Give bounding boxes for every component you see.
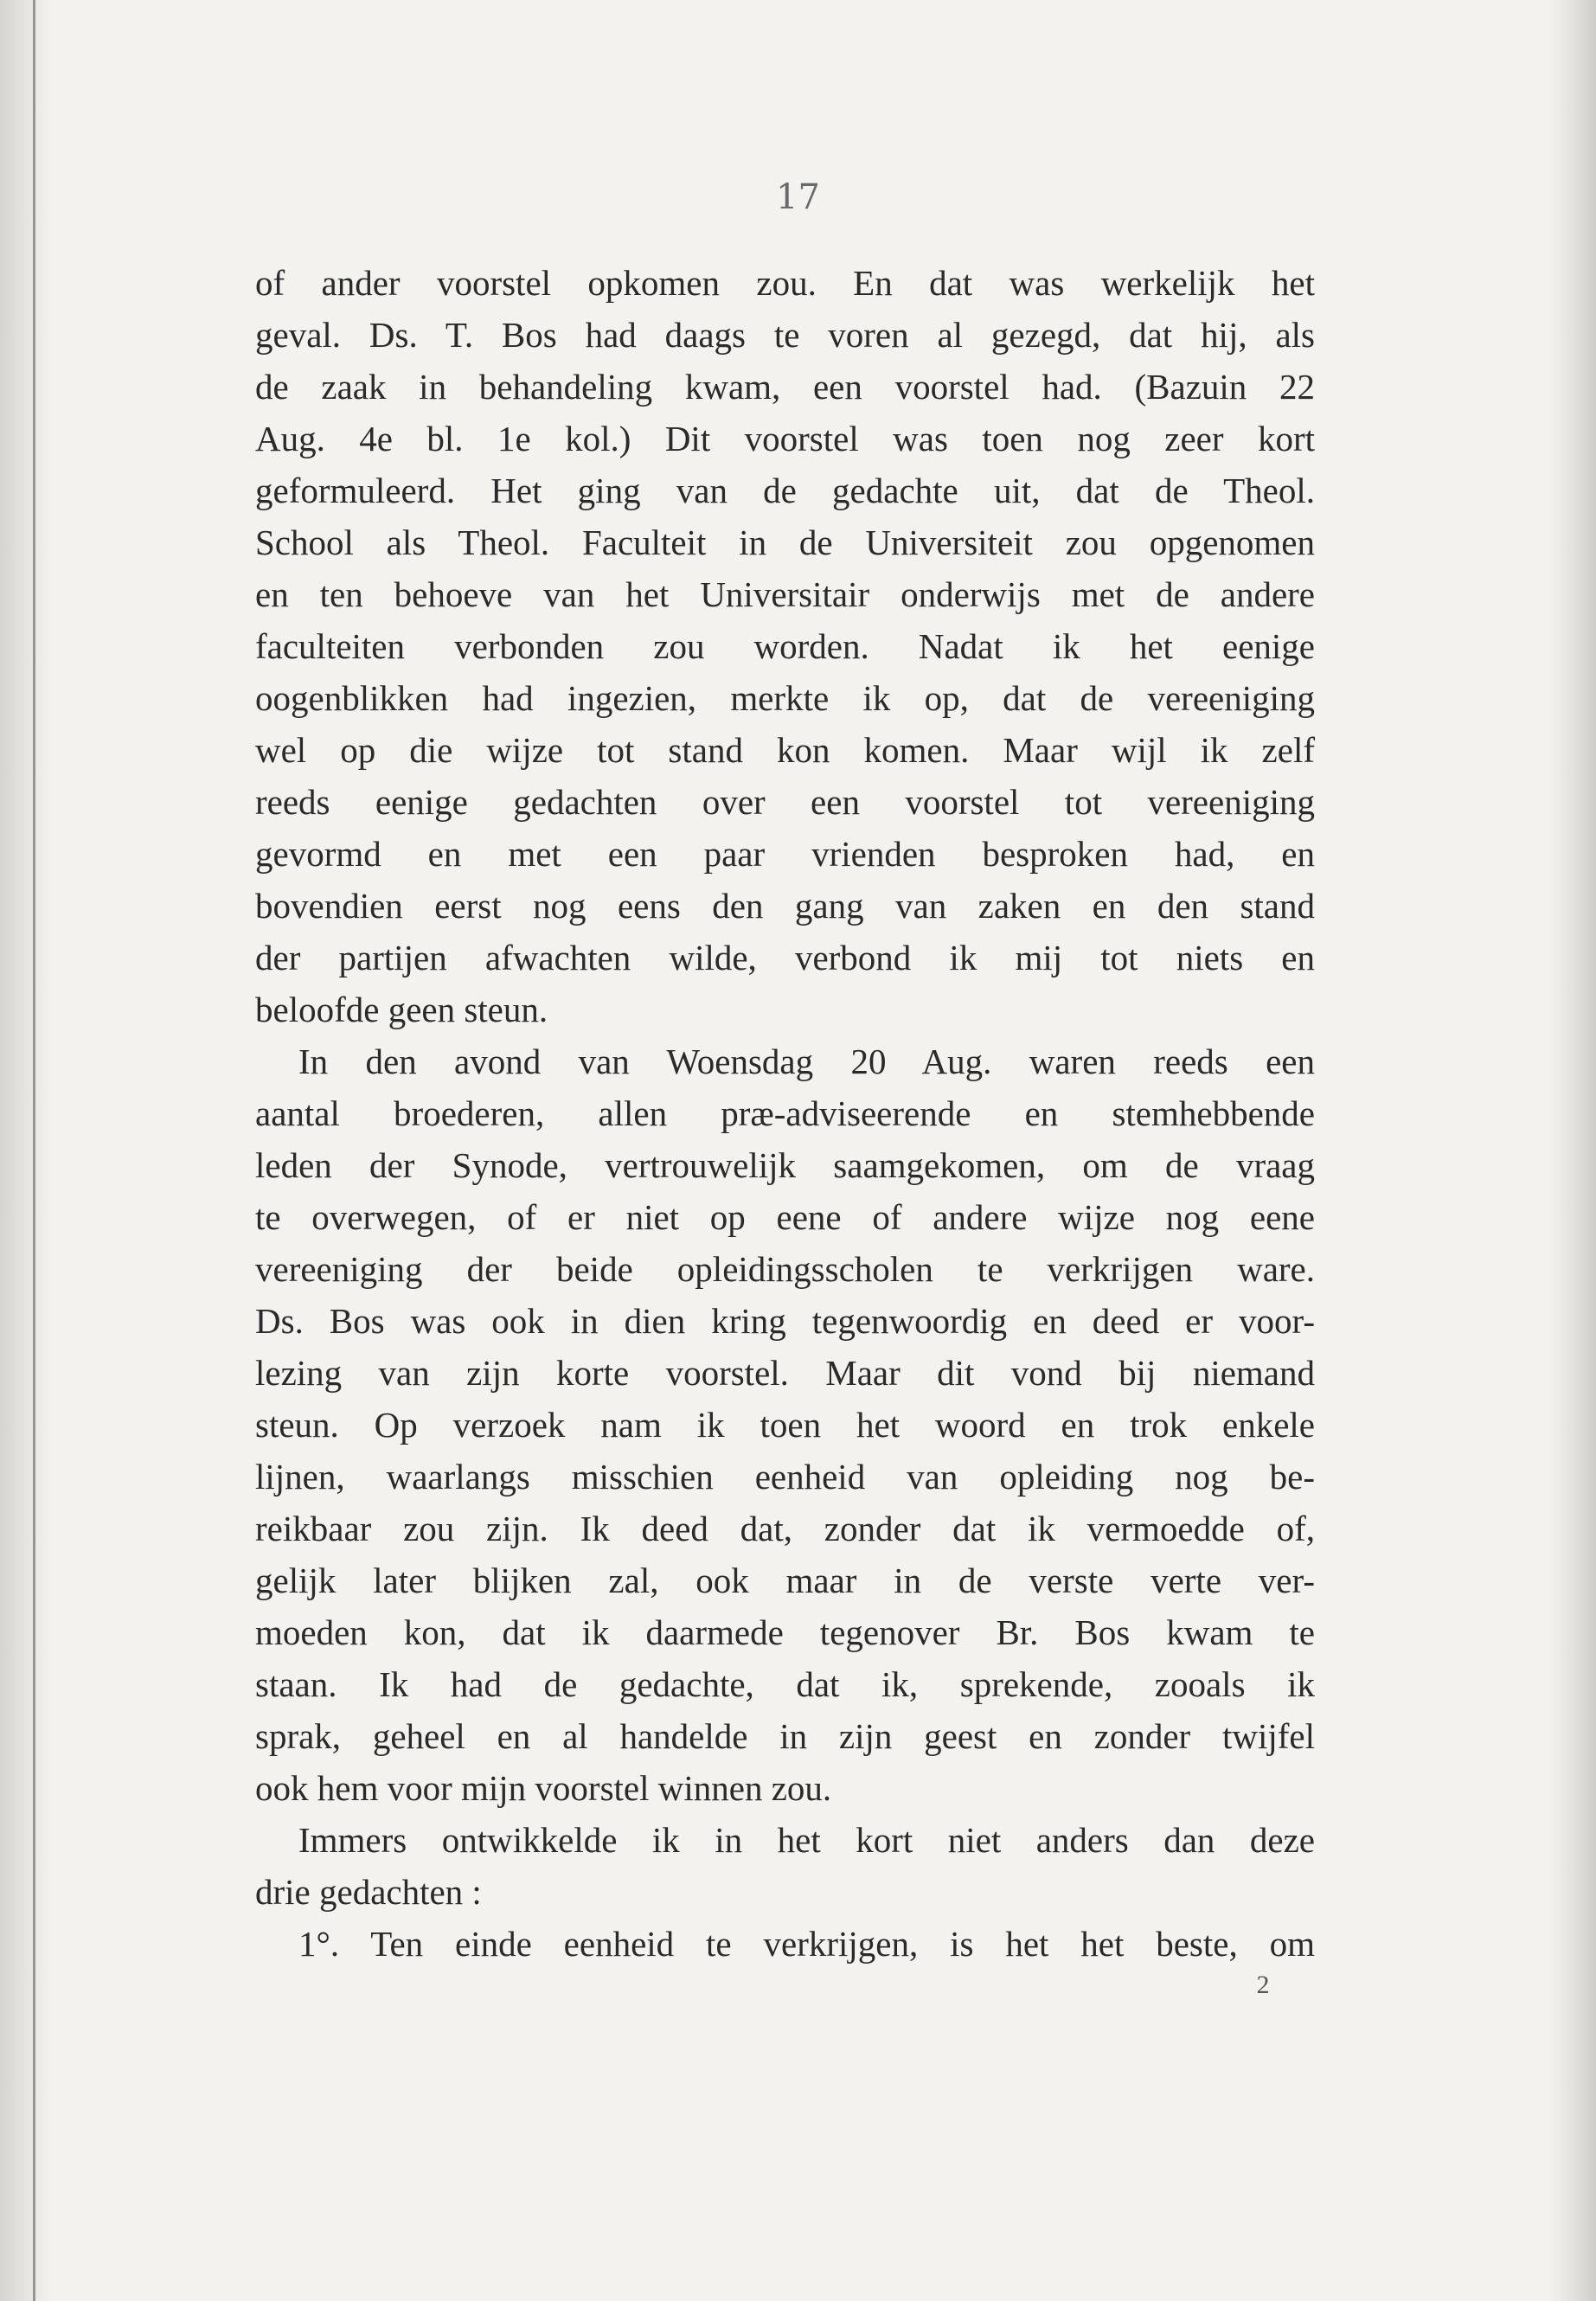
scan-shadow-left	[0, 0, 52, 2301]
text-line: wel op die wijze tot stand kon komen. Maar wijl ik zelf	[255, 730, 1315, 770]
text-line: oogenblikken had ingezien, merkte ik op, dat de vereeniging	[255, 678, 1315, 718]
text-line: staan. Ik had de gedachte, dat ik, sprekende, zooals ik	[255, 1664, 1315, 1704]
text-line: geval. Ds. T. Bos had daags te voren al gezegd, dat hij, als	[255, 315, 1315, 355]
text-line: faculteiten verbonden zou worden. Nadat ik het eenige	[255, 626, 1315, 666]
text-line: bovendien eerst nog eens den gang van zaken en den stand	[255, 886, 1315, 926]
text-line: gelijk later blijken zal, ook maar in de verste verte ver-	[255, 1561, 1315, 1600]
text-line: 1°. Ten einde eenheid te verkrijgen, is het het beste, om	[298, 1924, 1315, 1964]
text-line: In den avond van Woensdag 20 Aug. waren reeds een	[298, 1042, 1315, 1081]
text-line: vereeniging der beide opleidingsscholen te verkrijgen ware.	[255, 1249, 1315, 1289]
text-line: moeden kon, dat ik daarmede tegenover Br. Bos kwam te	[255, 1612, 1315, 1652]
body-text	[255, 257, 1315, 1970]
text-line: aantal broederen, allen præ-adviseerende en stemhebbende	[255, 1093, 1315, 1133]
text-line: sprak, geheel en al handelde in zijn geest en zonder twijfel	[255, 1716, 1315, 1756]
scan-shadow-right	[1548, 0, 1596, 2301]
text-line: en ten behoeve van het Universitair onderwijs met de andere	[255, 574, 1315, 614]
text-line: Immers ontwikkelde ik in het kort niet anders dan deze	[298, 1820, 1315, 1860]
text-line: gevormd en met een paar vrienden besproken had, en	[255, 834, 1315, 874]
text-line: de zaak in behandeling kwam, een voorstel had. (Bazuin 22	[255, 367, 1315, 407]
text-line: reeds eenige gedachten over een voorstel tot vereeniging	[255, 782, 1315, 822]
text-line: ook hem voor mijn voorstel winnen zou.	[255, 1768, 832, 1808]
text-line: reikbaar zou zijn. Ik deed dat, zonder dat ik vermoedde of,	[255, 1509, 1315, 1548]
text-line: of ander voorstel opkomen zou. En dat was werkelijk het	[255, 263, 1315, 303]
text-line: Ds. Bos was ook in dien kring tegenwoordig en deed er voor-	[255, 1301, 1315, 1341]
text-line: beloofde geen steun.	[255, 990, 548, 1029]
text-line: te overwegen, of er niet op eene of andere wijze nog eene	[255, 1197, 1315, 1237]
text-line: Aug. 4e bl. 1e kol.) Dit voorstel was toen nog zeer kort	[255, 419, 1315, 458]
book-spine-edge	[33, 0, 35, 2301]
signature-mark: 2	[1256, 1971, 1270, 1999]
text-line: leden der Synode, vertrouwelijk saamgekomen, om de vraag	[255, 1145, 1315, 1185]
text-line: steun. Op verzoek nam ik toen het woord en trok enkele	[255, 1405, 1315, 1445]
page-number: 17	[776, 177, 820, 217]
text-line: der partijen afwachten wilde, verbond ik mij tot niets en	[255, 938, 1315, 977]
text-line: geformuleerd. Het ging van de gedachte uit, dat de Theol.	[255, 471, 1315, 510]
text-line: lezing van zijn korte voorstel. Maar dit vond bij niemand	[255, 1353, 1315, 1393]
text-line: drie gedachten :	[255, 1872, 482, 1912]
text-line: School als Theol. Faculteit in de Universiteit zou opgenomen	[255, 522, 1315, 562]
text-line: lijnen, waarlangs misschien eenheid van opleiding nog be-	[255, 1457, 1315, 1497]
